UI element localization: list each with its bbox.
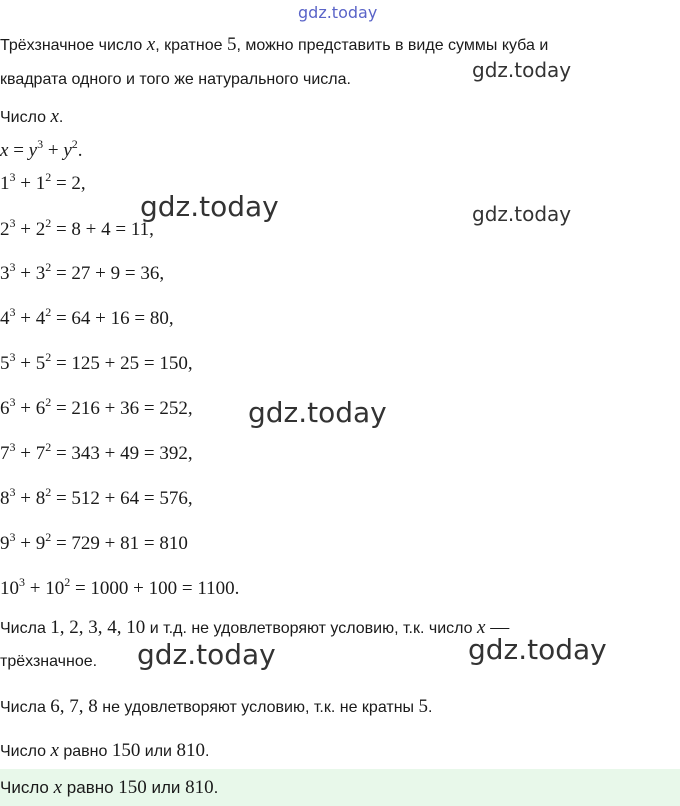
watermark: gdz.today	[248, 396, 387, 429]
case-row: $5^3 + 5^2 = 125 + 25 = 150$,	[0, 350, 193, 374]
exclusion-line-1: Числа 1, 2, 3, 4, 10 и т.д. не удовлетворяют условию, т.к. число x —	[0, 617, 510, 638]
formula: $x = y^3 + y^2$.	[0, 137, 83, 161]
watermark: gdz.today	[472, 58, 572, 82]
result-line: Число x равно 150 или 810.	[0, 740, 210, 761]
case-row: $3^3 + 3^2 = 27 + 9 = 36$,	[0, 260, 165, 284]
watermark: gdz.today	[137, 638, 276, 671]
watermark: gdz.today	[468, 633, 607, 666]
intro-line-1: Трёхзначное число x, кратное 5, можно представить в виде суммы куба и	[0, 34, 549, 55]
case-row: $8^3 + 8^2 = 512 + 64 = 576$,	[0, 485, 193, 509]
case-row: $7^3 + 7^2 = 343 + 49 = 392$,	[0, 440, 193, 464]
case-row: $9^3 + 9^2 = 729 + 81 = 810$	[0, 530, 188, 554]
answer-text: Число x равно 150 или 810.	[0, 777, 219, 798]
intro-line-2: квадрата одного и того же натурального числа.	[0, 71, 351, 88]
case-row: $2^3 + 2^2 = 8 + 4 = 11$,	[0, 216, 154, 240]
number-x-label: Число x.	[0, 106, 64, 127]
case-row: $4^3 + 4^2 = 64 + 16 = 80$,	[0, 305, 174, 329]
answer-box	[0, 769, 680, 806]
case-row: $10^3 + 10^2 = 1000 + 100 = 1100$.	[0, 575, 240, 599]
exclusion-multiples: Числа 6, 7, 8 не удовлетворяют условию, т.к. не кратны 5.	[0, 696, 433, 717]
watermark: gdz.today	[140, 190, 279, 223]
watermark: gdz.today	[472, 202, 572, 226]
case-row: $6^3 + 6^2 = 216 + 36 = 252$,	[0, 395, 193, 419]
exclusion-line-2: трёхзначное.	[0, 653, 98, 670]
case-row: $1^3 + 1^2 = 2$,	[0, 170, 86, 194]
watermark-top: gdz.today	[298, 3, 378, 22]
